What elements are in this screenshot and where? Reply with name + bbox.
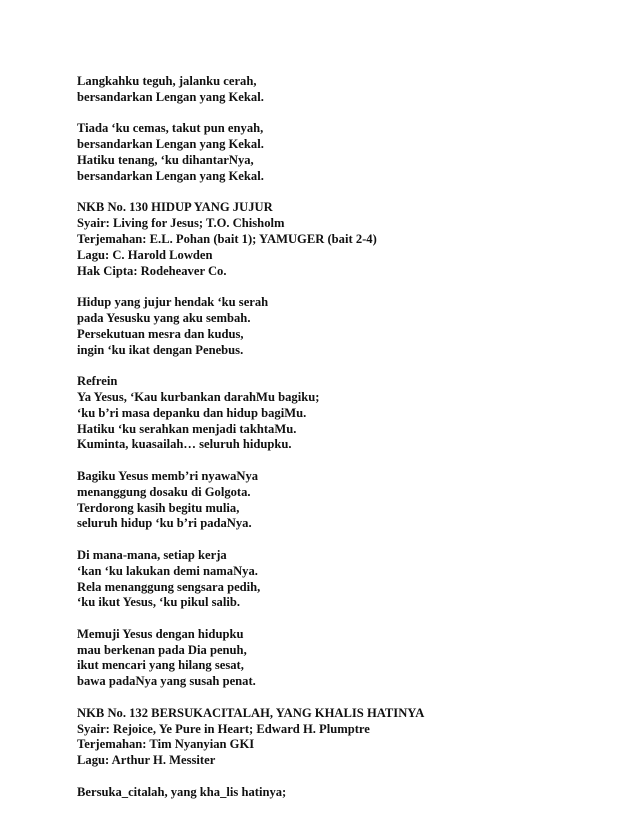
text-line: Hatiku ‘ku serahkan menjadi takhtaMu. [77,421,297,436]
song-header-132 [77,706,597,769]
text-line: Ya Yesus, ‘Kau kurbankan darahMu bagiku; [77,389,320,404]
text-line: bersandarkan Lengan yang Kekal. [77,168,264,183]
text-line: mau berkenan pada Dia penuh, [77,642,247,657]
text-line: Bagiku Yesus memb’ri nyawaNya [77,468,259,483]
text-line: Hatiku tenang, ‘ku dihantarNya, [77,152,254,167]
text-line: bersandarkan Lengan yang Kekal. [77,137,264,152]
text-line: Terdorong kasih begitu mulia, [77,500,240,515]
text-line: Tiada ‘ku cemas, takut pun enyah, [77,121,264,136]
stanza-4 [77,469,597,532]
song-title: NKB No. 130 HIDUP YANG JUJUR [77,200,273,215]
stanza-2 [77,121,597,184]
text-line: ‘ku ikut Yesus, ‘ku pikul salib. [77,595,240,610]
text-line: ‘kan ‘ku lakukan demi namaNya. [77,563,258,578]
text-line: ‘ku b’ri masa depanku dan hidup bagiMu. [77,405,307,420]
stanza-3 [77,295,597,358]
text-line: Rela menanggung sengsara pedih, [77,579,261,594]
song-lyricist: Syair: Living for Jesus; T.O. Chisholm [77,216,285,231]
text-line: menanggung dosaku di Golgota. [77,484,251,499]
text-line: Langkahku teguh, jalanku cerah, [77,74,257,88]
stanza-5 [77,548,597,611]
text-line: ikut mencari yang hilang sesat, [77,658,244,673]
refrain [77,374,597,453]
document-page [77,74,597,816]
text-line: pada Yesusku yang aku sembah. [77,310,251,325]
song-title: NKB No. 132 BERSUKACITALAH, YANG KHALIS HATINYA [77,705,425,720]
text-line: Bersuka_citalah, yang kha_lis hatinya; [77,784,287,799]
song-copyright: Hak Cipta: Rodeheaver Co. [77,263,227,278]
refrain-label: Refrein [77,374,118,389]
text-line: Memuji Yesus dengan hidupku [77,626,244,641]
stanza-1 [77,74,597,106]
text-line: Di mana-mana, setiap kerja [77,547,227,562]
text-line: bersandarkan Lengan yang Kekal. [77,89,264,104]
song-header-130 [77,200,597,279]
text-line: Persekutuan mesra dan kudus, [77,326,244,341]
text-line: Kuminta, kuasailah… seluruh hidupku. [77,437,292,452]
song-composer: Lagu: Arthur H. Messiter [77,753,216,768]
song-translation: Terjemahan: Tim Nyanyian GKI [77,737,255,752]
text-line: Hidup yang jujur hendak ‘ku serah [77,295,269,310]
text-line: seluruh hidup ‘ku b’ri padaNya. [77,516,252,531]
song-composer: Lagu: C. Harold Lowden [77,247,213,262]
song-lyricist: Syair: Rejoice, Ye Pure in Heart; Edward H. Plumptre [77,721,370,736]
stanza-7 [77,785,597,801]
text-line: bawa padaNya yang susah penat. [77,674,256,689]
song-translation: Terjemahan: E.L. Pohan (bait 1); YAMUGER (bait 2-4) [77,231,377,246]
stanza-6 [77,627,597,690]
text-line: ingin ‘ku ikat dengan Penebus. [77,342,244,357]
